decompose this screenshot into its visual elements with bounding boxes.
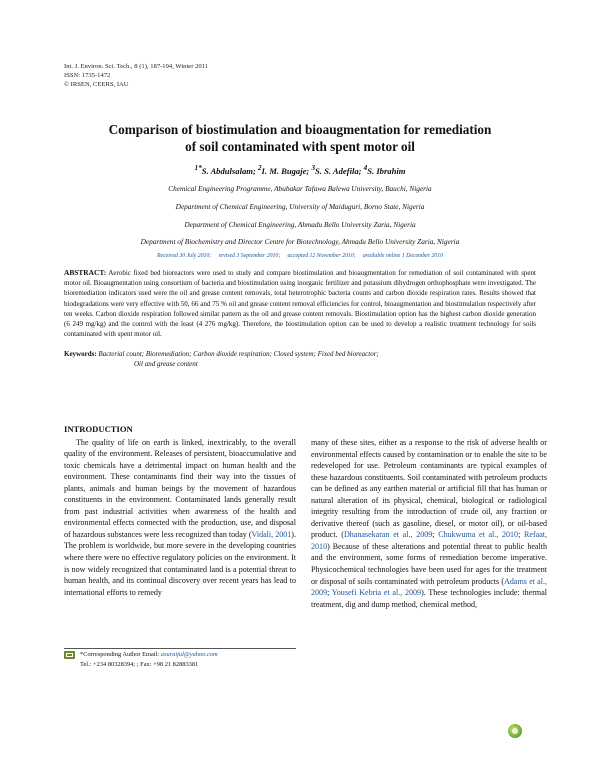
intro-text-1: The quality of life on earth is linked, inextricably, to the overall quality of the environment. Releases of persistent, bioaccumulative and toxic chemicals have a detrimental impact on human health and the environment. These contaminants find their way into the tissues of plants, animals and human beings by the movement of hazardous constituents in the environment. Contaminated lands generally result from past industrial activities when awareness of the health and environmental effects connected with the production, use, and disposal of hazardous substances were less recognized than today ( (64, 437, 296, 539)
journal-issn: ISSN: 1735-1472 (64, 72, 111, 80)
citation-link[interactable]: Dhanasekaran et al., 2009 (343, 530, 433, 540)
abstract-label: ABSTRACT: (64, 268, 107, 277)
paper-title (70, 122, 530, 155)
corresponding-author-footnote (64, 650, 304, 671)
affiliation-1: Chemical Engineering Programme, Abubakar Tafawa Balewa University, Bauchi, Nigeria (168, 184, 432, 193)
author-3-sup: 3 (311, 164, 316, 172)
journal-info (64, 62, 208, 90)
citation-link[interactable]: Vidali, 2001 (251, 529, 292, 539)
affiliation-3: Department of Chemical Engineering, Ahmadu Bello University Zaria, Nigeria (184, 220, 416, 229)
author-3: S. S. Adefila; (315, 165, 362, 176)
citation-link[interactable]: Refaat, 2010 (311, 530, 548, 551)
intro-left-column (64, 424, 296, 598)
keywords-label: Keywords: (64, 350, 97, 358)
citation-separator: ; (432, 530, 439, 540)
section-heading-introduction: INTRODUCTION (64, 424, 133, 434)
intro-text-2: ). The problem is worldwide, but more severe in the developing countries where there were no effective regulatory policies on the environment. It is now widely recognized that contaminated land is a potential threat to human health, and its continual discovery over recent years has lead to international efforts to remedy (64, 529, 296, 597)
intro-text-3: many of these sites, either as a response to the risk of adverse health or environmental effects caused by contamination or to enable the site to be redeveloped for use. Petroleum contaminants are typical examples of these hazardous constituents. Soil contaminated with petroleum products can be defined as any earthen material or artificial fill that has human or natural alteration of its physical, chemical, biological or radiological integrity resulting from the introduction of crude oil, any fraction or derivative thereof (such as gasoline, diesel, or motor oil), or oil-based product. ( (311, 438, 547, 540)
abstract-text: Aerobic fixed bed bioreactors were used to study and compare biostimulation and bioaugmentation for remediation of soil contaminated with spent motor oil. Bioaugmentation using consortium of bacteria and biostimulation using inorganic fertilizer and potassium dihydrogen orthophosphate were investigated. The bioremediation indicators used were the oil and grease content removals, total heterotrophic bacteria counts and carbon dioxide respiration rates. Results showed that biodegradations were very effective with 50, 66 and 75 % oil and grease content removal efficiencies for control, bioaugmentation and biostimulation respectively after ten weeks. Carbon dioxide respiration followed similar pattern as the oil and grease content removals. Biostimulation option has the highest carbon dioxide generation (6 249 mg/kg) and the control with the least (4 276 mg/kg). Therefore, the biostimulation option can be used to develop a realistic treatment technology for soils contaminated with spent motor oil. (64, 269, 536, 339)
intro-right-column (311, 437, 547, 610)
intro-text-5: ). These technologies include: thermal treatment, dig and dump method, chemical method, (311, 588, 547, 609)
author-1: S. Abdulsalam; (201, 165, 256, 176)
author-email-link[interactable]: asuraijul@yahoo.com (160, 651, 218, 658)
keywords-line-1: Bacterial count; Bioremediation; Carbon dioxide respiration; Closed system; Fixed bed bioreactor; (98, 350, 379, 358)
journal-copyright: © IRSEN, CEERS, IAU (64, 81, 129, 89)
footnote-label: *Corresponding Author Email: (80, 651, 161, 658)
author-4: S. Ibrahim (367, 165, 406, 176)
author-4-sup: 4 (363, 164, 368, 172)
title-line-2: of soil contaminated with spent motor oil (185, 138, 415, 154)
citation-link[interactable]: Chukwuma et al., 2010 (438, 530, 519, 540)
publisher-logo-icon (508, 724, 522, 738)
author-list (70, 164, 530, 176)
citation-link[interactable]: Yousefi Kebria et al., 2009 (331, 588, 422, 598)
footnote-contact: Tel.: +234 80328394; ; Fax: +98 21 82883381 (80, 661, 199, 669)
citation-link[interactable]: Adams et al., 2009 (311, 576, 547, 598)
affiliation-4: Department of Biochemistry and Director Centre for Biotechnology, Ahmadu Bello University Zaria, Nigeria (140, 237, 460, 246)
author-1-sup: 1* (194, 164, 202, 172)
citation-separator: ; (327, 588, 332, 598)
journal-citation: Int. J. Environ. Sci. Tech., 8 (1), 187-194, Winter 2011 (64, 63, 209, 70)
keywords-line-2: Oil and grease content (134, 360, 198, 369)
author-2: I. M. Bugaje; (261, 165, 310, 176)
abstract (64, 268, 536, 339)
footnote-divider (64, 648, 296, 649)
title-line-1: Comparison of biostimulation and bioaugmentation for remediation (108, 122, 492, 137)
intro-paragraph-1 (64, 437, 296, 599)
intro-text-4: ) Because of these alterations and potential threat to public health and the environment, some forms of remediation become imperative. Physicochemical technologies have been used for ages for the treatment or disposal of soils contaminated with petroleum products ( (311, 541, 547, 586)
author-2-sup: 2 (257, 164, 262, 172)
keywords (64, 349, 536, 369)
submission-dates: Received 30 July 2010; revised 3 September 2010; accepted 12 November 2010; available online 1 December 2010 (157, 253, 443, 259)
affiliation-2: Department of Chemical Engineering, University of Maiduguri, Borno State, Nigeria (175, 202, 425, 211)
citation-separator: ; (518, 530, 524, 540)
email-icon (64, 651, 75, 659)
